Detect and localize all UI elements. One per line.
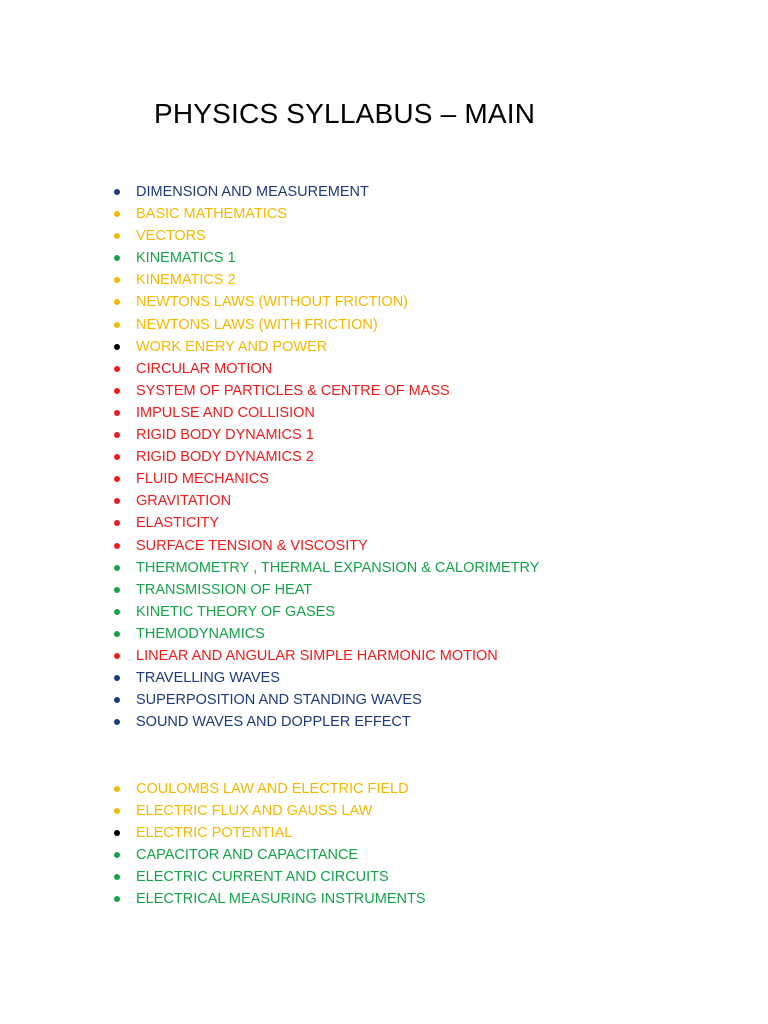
list-item-label: ELECTRIC POTENTIAL [136, 825, 293, 842]
list-item-label: RIGID BODY DYNAMICS 1 [136, 427, 314, 444]
list-item [0, 667, 768, 689]
bullet-icon [114, 719, 120, 725]
list-item-label: COULOMBS LAW AND ELECTRIC FIELD [136, 781, 409, 797]
bullet-icon [114, 874, 120, 880]
bullet-icon [114, 410, 120, 416]
bullet-icon [114, 388, 120, 394]
list-item-label: NEWTONS LAWS (WITH FRICTION) [136, 316, 378, 333]
list-item-label: DIMENSION AND MEASUREMENT [136, 184, 369, 200]
page-title: PHYSICS SYLLABUS – MAIN [154, 98, 536, 129]
list-item [0, 291, 768, 313]
list-item [0, 623, 768, 645]
syllabus-list-mechanics [0, 181, 768, 733]
list-item [0, 247, 768, 269]
list-item-label: TRAVELLING WAVES [136, 670, 280, 687]
list-item [0, 358, 768, 380]
list-item [0, 314, 768, 336]
list-item-label: CAPACITOR AND CAPACITANCE [136, 847, 359, 864]
bullet-icon [114, 675, 120, 681]
bullet-icon [114, 233, 120, 239]
list-item-label: THERMOMETRY , THERMAL EXPANSION & CALORIMETRY [136, 559, 540, 576]
bullet-icon [114, 299, 120, 305]
list-item [0, 512, 768, 534]
bullet-icon [114, 432, 120, 438]
bullet-icon [114, 808, 120, 814]
list-item-label: KINEMATICS 2 [136, 272, 236, 289]
list-item [0, 468, 768, 490]
bullet-icon [114, 830, 120, 836]
list-item-label: LINEAR AND ANGULAR SIMPLE HARMONIC MOTION [136, 647, 498, 664]
list-item-label: SYSTEM OF PARTICLES & CENTRE OF MASS [136, 382, 450, 399]
bullet-icon [114, 454, 120, 460]
list-item [0, 269, 768, 291]
list-item-label: SUPERPOSITION AND STANDING WAVES [136, 692, 422, 709]
list-item-label: ELECTRIC FLUX AND GAUSS LAW [136, 803, 373, 820]
list-item [0, 778, 768, 800]
list-item [0, 645, 768, 667]
list-item [0, 225, 768, 247]
list-item-label: ELECTRIC CURRENT AND CIRCUITS [136, 869, 389, 886]
list-item-label: IMPULSE AND COLLISION [136, 404, 315, 421]
list-item-label: SOUND WAVES AND DOPPLER EFFECT [136, 714, 411, 731]
list-item [0, 579, 768, 601]
bullet-icon [114, 565, 120, 571]
bullet-icon [114, 609, 120, 615]
list-item-label: SURFACE TENSION & VISCOSITY [136, 537, 368, 554]
bullet-icon [114, 189, 120, 195]
list-item-label: RIGID BODY DYNAMICS 2 [136, 449, 314, 466]
list-item-label: WORK ENERY AND POWER [136, 338, 328, 355]
list-item-label: KINETIC THEORY OF GASES [136, 603, 336, 620]
list-item [0, 844, 768, 866]
list-item [0, 446, 768, 468]
list-item-label: TRANSMISSION OF HEAT [136, 581, 313, 598]
list-item [0, 711, 768, 733]
list-item-label: VECTORS [136, 228, 206, 245]
list-item [0, 601, 768, 623]
list-item [0, 689, 768, 711]
list-item-label: NEWTONS LAWS (WITHOUT FRICTION) [136, 294, 408, 311]
list-item [0, 490, 768, 512]
list-item-label: ELECTRICAL MEASURING INSTRUMENTS [136, 891, 426, 908]
bullet-icon [114, 896, 120, 902]
bullet-icon [114, 587, 120, 593]
list-item [0, 800, 768, 822]
list-item [0, 336, 768, 358]
list-item [0, 402, 768, 424]
bullet-icon [114, 543, 120, 549]
bullet-icon [114, 631, 120, 637]
bullet-icon [114, 255, 120, 261]
bullet-icon [114, 366, 120, 372]
list-item-label: THEMODYNAMICS [136, 625, 265, 642]
list-item [0, 866, 768, 888]
list-item [0, 888, 768, 910]
bullet-icon [114, 277, 120, 283]
list-item-label: ELASTICITY [136, 515, 219, 532]
bullet-icon [114, 653, 120, 659]
bullet-icon [114, 520, 120, 526]
bullet-icon [114, 476, 120, 482]
bullet-icon [114, 344, 120, 350]
list-item [0, 181, 768, 203]
list-item [0, 203, 768, 225]
list-item [0, 822, 768, 844]
list-item-label: GRAVITATION [136, 493, 232, 510]
bullet-icon [114, 211, 120, 217]
list-item-label: KINEMATICS 1 [136, 250, 236, 267]
bullet-icon [114, 498, 120, 504]
syllabus-list-electricity [0, 778, 768, 911]
list-item-label: CIRCULAR MOTION [136, 360, 273, 377]
bullet-icon [114, 697, 120, 703]
list-item [0, 424, 768, 446]
list-item-label: BASIC MATHEMATICS [136, 206, 287, 223]
list-item [0, 557, 768, 579]
list-item [0, 380, 768, 402]
bullet-icon [114, 852, 120, 858]
bullet-icon [114, 322, 120, 328]
list-item-label: FLUID MECHANICS [136, 471, 269, 488]
bullet-icon [114, 786, 120, 792]
list-item [0, 535, 768, 557]
